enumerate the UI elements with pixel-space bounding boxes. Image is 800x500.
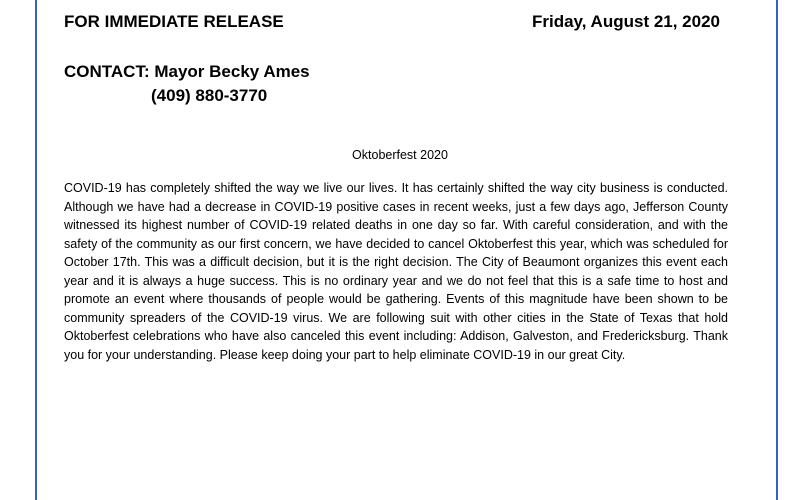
contact-label: CONTACT: Mayor Becky Ames xyxy=(64,62,310,81)
release-date: Friday, August 21, 2020 xyxy=(531,12,720,31)
document-title: Oktoberfest 2020 xyxy=(352,148,448,162)
document-body: COVID-19 has completely shifted the way we live our lives. It has certainly shifted the way city business is conducted. Although we have had a decrease in COVID-19 positive cases in recent weeks, just a few days ago, Jefferson County witnessed its highest number of COVID-19 related deaths in one day so far. With careful consideration, and with the safety of the community as our first concern, we have decided to cancel Oktoberfest this year, which was scheduled for October 17th. This was a difficult decision, but it is the right decision. The City of Beaumont organizes this event each year and it is always a huge success. This is no ordinary year and we do not feel that this is a safe time to host and promote an event where thousands of people would be gathering. Events of this magnitude have been shown to be community spreaders of the COVID-19 virus. We are following suit with other cities in the State of Texas that hold Oktoberfest celebrations who have also canceled this event including: Addison, Galveston, and Fredericksburg. Thank you for your understanding. Please keep doing your part to help eliminate COVID-19 in our great City. xyxy=(64,181,728,362)
contact-phone: (409) 880-3770 xyxy=(151,86,268,105)
release-label: FOR IMMEDIATE RELEASE xyxy=(64,12,284,31)
